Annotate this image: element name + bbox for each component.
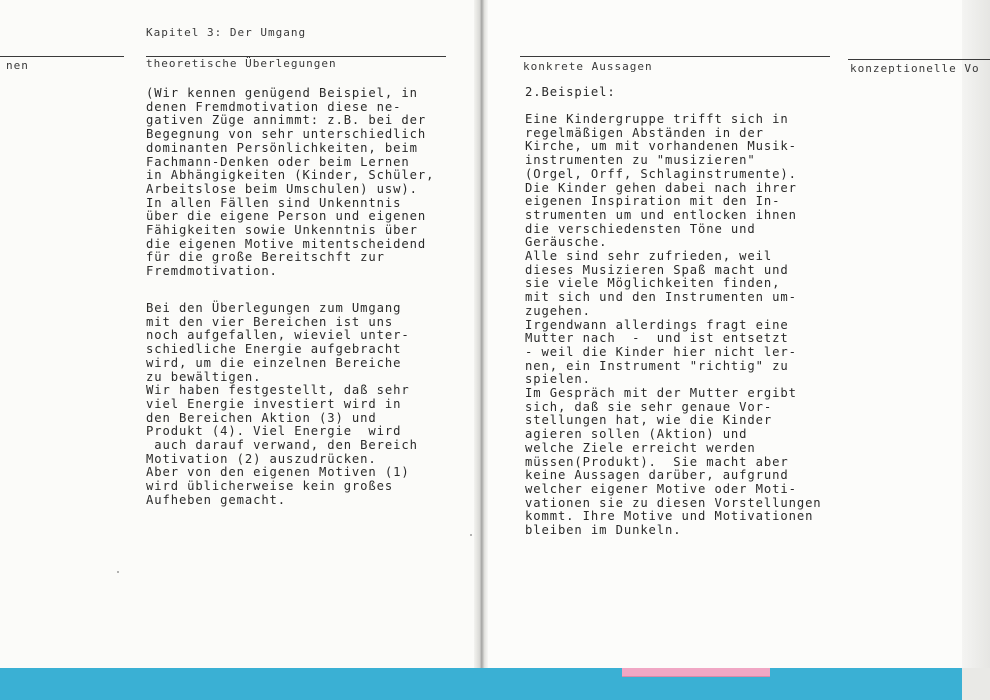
text-line: instrumenten zu "musizieren" xyxy=(525,153,756,168)
text-line: mit sich und den Instrumenten um- xyxy=(525,290,797,305)
section-heading-left: theoretische Überlegungen xyxy=(146,57,337,70)
text-line: Eine Kindergruppe trifft sich in xyxy=(525,112,789,126)
text-line: - weil die Kinder hier nicht ler- xyxy=(525,344,797,359)
text-line: bleiben im Dunkeln. xyxy=(525,523,682,538)
text-line: eigenen Inspiration mit den In- xyxy=(525,194,781,209)
margin-rule-left xyxy=(0,56,124,57)
text-line: Wir haben festgestellt, daß sehr xyxy=(146,383,410,398)
text-line: mit den vier Bereichen ist uns xyxy=(146,314,394,329)
background-surface xyxy=(0,668,990,700)
text-line: Fremdmotivation. xyxy=(146,264,278,279)
text-line: müssen(Produkt). Sie macht aber xyxy=(525,454,789,469)
text-line: sie viele Möglichkeiten finden, xyxy=(525,276,781,291)
text-line: die eigenen Motive mitentscheidend xyxy=(146,236,427,251)
text-line: die verschiedensten Töne und xyxy=(525,221,756,236)
paragraph-fremdmotivation xyxy=(146,87,434,279)
text-line: vationen sie zu diesen Vorstellungen xyxy=(525,495,822,510)
text-line: gativen Züge annimmt: z.B. bei der xyxy=(146,113,427,128)
chapter-header: Kapitel 3: Der Umgang xyxy=(146,26,307,39)
paragraph-energie xyxy=(146,302,418,508)
margin-rule-right xyxy=(848,59,990,60)
section-rule-right xyxy=(520,56,830,57)
book-spine-fold xyxy=(474,0,488,668)
text-line: Irgendwann allerdings fragt eine xyxy=(525,317,789,332)
text-line: dieses Musizieren Spaß macht und xyxy=(525,262,789,277)
text-line: keine Aussagen darüber, aufgrund xyxy=(525,468,789,483)
text-line: in Abhängigkeiten (Kinder, Schüler, xyxy=(146,168,435,183)
text-line: Bei den Überlegungen zum Umgang xyxy=(146,301,402,315)
margin-fragment-right: konzeptionelle Vo xyxy=(850,62,980,75)
text-line: Motivation (2) auszudrücken. xyxy=(146,451,377,466)
text-line: schiedliche Energie aufgebracht xyxy=(146,342,402,357)
text-line: nen, ein Instrument "richtig" zu xyxy=(525,358,789,373)
page-stack-edge xyxy=(962,668,990,700)
text-line: für die große Bereitschft zur xyxy=(146,250,385,265)
next-page-edge xyxy=(962,0,990,668)
text-line: Im Gespräch mit der Mutter ergibt xyxy=(525,386,797,401)
text-line: über die eigene Person und eigenen xyxy=(146,209,427,224)
text-line: agieren sollen (Aktion) und xyxy=(525,427,748,442)
text-line: spielen. xyxy=(525,372,591,387)
text-line: wird, um die einzelnen Bereiche xyxy=(146,355,402,370)
text-line: Fachmann-Denken oder beim Lernen xyxy=(146,154,410,169)
text-line: regelmäßigen Abständen in der xyxy=(525,125,764,140)
text-line: Begegnung von sehr unterschiedlich xyxy=(146,127,427,142)
text-line: Produkt (4). Viel Energie wird xyxy=(146,424,402,439)
text-line: Kirche, um mit vorhandenen Musik- xyxy=(525,139,797,154)
text-line: stellungen hat, wie die Kinder xyxy=(525,413,773,428)
text-line: Alle sind sehr zufrieden, weil xyxy=(525,249,773,264)
text-line: dominanten Persönlichkeiten, beim xyxy=(146,140,418,155)
text-line: Mutter nach - und ist entsetzt xyxy=(525,331,789,346)
text-line: viel Energie investiert wird in xyxy=(146,396,402,411)
text-line: wird üblicherweise kein großes xyxy=(146,479,394,494)
text-line: Fähigkeiten sowie Unkenntnis über xyxy=(146,223,418,238)
example-title: 2.Beispiel: xyxy=(525,85,616,99)
paper-speck xyxy=(470,534,472,536)
text-line: auch darauf verwand, den Bereich xyxy=(146,438,418,453)
pink-bookmark-tab xyxy=(622,668,770,676)
text-line: strumenten um und entlocken ihnen xyxy=(525,207,797,222)
paper-speck xyxy=(117,571,119,573)
text-line: kommt. Ihre Motive und Motivationen xyxy=(525,509,814,524)
text-line: Aber von den eigenen Motiven (1) xyxy=(146,465,410,480)
text-line: zugehen. xyxy=(525,303,591,318)
text-line: welcher eigener Motive oder Moti- xyxy=(525,481,797,496)
text-line: Arbeitslose beim Umschulen) usw). xyxy=(146,181,418,196)
text-line: (Orgel, Orff, Schlaginstrumente). xyxy=(525,166,797,181)
text-line: Aufheben gemacht. xyxy=(146,492,287,507)
text-line: noch aufgefallen, wieviel unter- xyxy=(146,328,410,343)
text-line: den Bereichen Aktion (3) und xyxy=(146,410,377,425)
text-line: In allen Fällen sind Unkenntnis xyxy=(146,195,402,210)
paragraph-beispiel xyxy=(525,113,822,538)
text-line: sich, daß sie sehr genaue Vor- xyxy=(525,399,773,414)
text-line: Geräusche. xyxy=(525,235,608,250)
text-line: Die Kinder gehen dabei nach ihrer xyxy=(525,180,797,195)
text-line: (Wir kennen genügend Beispiel, in xyxy=(146,86,418,100)
text-line: denen Fremdmotivation diese ne- xyxy=(146,99,402,114)
text-line: zu bewältigen. xyxy=(146,369,262,384)
section-heading-right: konkrete Aussagen xyxy=(523,60,653,73)
margin-fragment-left: nen xyxy=(6,59,29,72)
text-line: welche Ziele erreicht werden xyxy=(525,440,756,455)
pink-bookmark-shadow xyxy=(622,676,770,677)
